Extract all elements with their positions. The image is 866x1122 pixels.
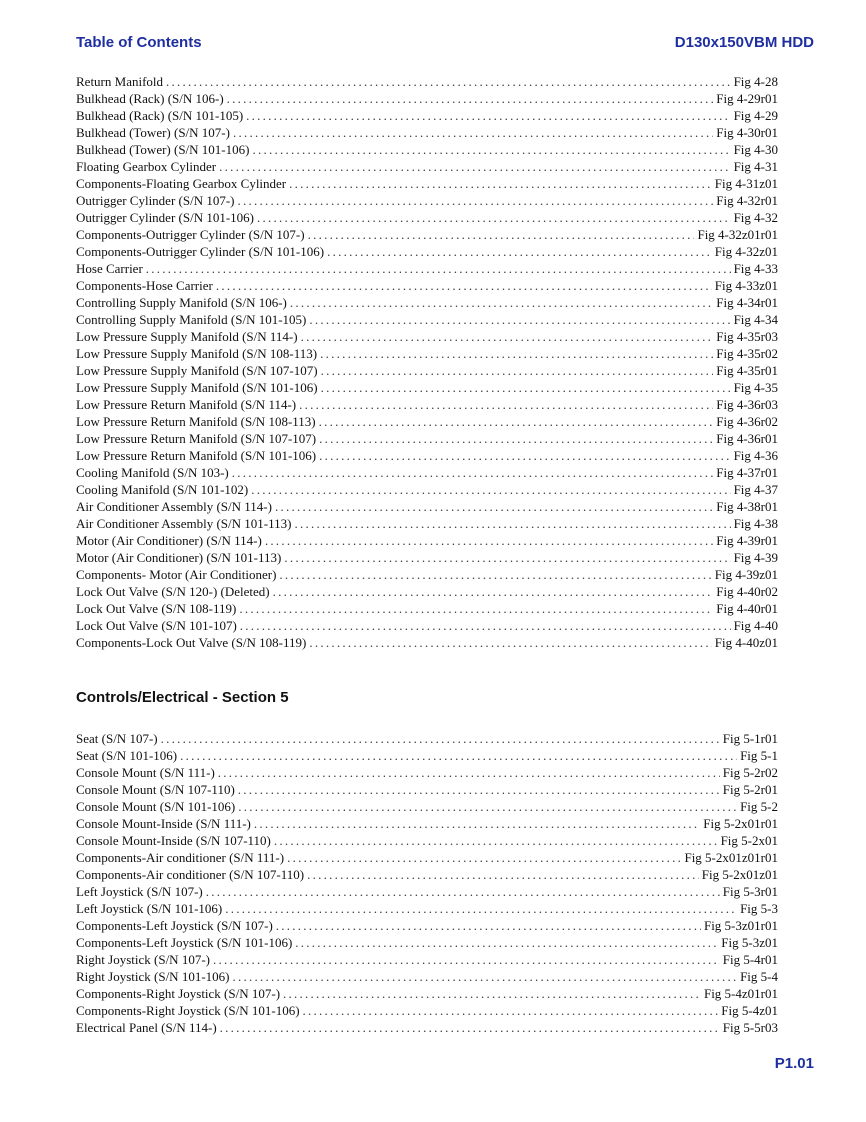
toc-entry-title: Low Pressure Supply Manifold (S/N 101-106) [76,380,318,395]
toc-entry-figure: Fig 4-40 [733,618,778,633]
toc-entry-figure: Fig 4-36r01 [716,431,778,446]
toc-entry-figure: Fig 4-34r01 [716,295,778,310]
leader-dots [273,583,714,600]
toc-entry-figure: Fig 4-32 [733,210,778,225]
toc-entry-title: Low Pressure Supply Manifold (S/N 114-) [76,329,298,344]
toc-entry-title: Bulkhead (Rack) (S/N 101-105) [76,108,244,123]
toc-entry[interactable] [76,515,778,532]
toc-entry-title: Low Pressure Supply Manifold (S/N 108-113) [76,346,318,361]
toc-entry-title: Left Joystick (S/N 107-) [76,884,203,899]
toc-entry-figure: Fig 5-2x01z01 [701,867,778,882]
leader-dots [257,209,731,226]
toc-entry[interactable] [76,730,778,747]
toc-entry[interactable] [76,1002,778,1019]
leader-dots [238,781,720,798]
toc-entry-title: Right Joystick (S/N 107-) [76,952,210,967]
toc-entry[interactable] [76,124,778,141]
leader-dots [161,730,720,747]
toc-entry-figure: Fig 4-32z01 [714,244,778,259]
toc-entry-figure: Fig 4-39z01 [714,567,778,582]
toc-entry[interactable] [76,175,778,192]
toc-entry-figure: Fig 4-40r02 [716,584,778,599]
toc-list-section5 [76,730,778,1036]
toc-entry[interactable] [76,951,778,968]
toc-entry[interactable] [76,294,778,311]
toc-entry[interactable] [76,379,778,396]
leader-dots [307,866,699,883]
leader-dots [301,328,714,345]
toc-entry-figure: Fig 5-2r02 [722,765,778,780]
toc-entry-figure: Fig 4-39r01 [716,533,778,548]
toc-entry[interactable] [76,277,778,294]
leader-dots [219,158,730,175]
toc-entry[interactable] [76,141,778,158]
toc-entry-title: Bulkhead (Tower) (S/N 101-106) [76,142,250,157]
toc-entry[interactable] [76,634,778,651]
toc-entry[interactable] [76,430,778,447]
toc-entry-figure: Fig 4-30r01 [716,125,778,140]
toc-entry[interactable] [76,968,778,985]
toc-entry-title: Components- Motor (Air Conditioner) [76,567,277,582]
leader-dots [225,900,737,917]
toc-entry[interactable] [76,764,778,781]
toc-entry-figure: Fig 4-29r01 [716,91,778,106]
leader-dots [240,617,731,634]
toc-entry-figure: Fig 4-32z01r01 [697,227,778,242]
toc-entry-title: Console Mount (S/N 101-106) [76,799,236,814]
toc-entry-title: Low Pressure Return Manifold (S/N 108-113) [76,414,316,429]
toc-entry-figure: Fig 4-33 [733,261,778,276]
toc-entry-title: Motor (Air Conditioner) (S/N 114-) [76,533,262,548]
leader-dots [146,260,731,277]
header-title: Table of Contents [76,34,202,51]
page-number: P1.01 [774,1055,814,1072]
leader-dots [283,985,701,1002]
toc-entry-figure: Fig 5-5r03 [722,1020,778,1035]
toc-entry[interactable] [76,447,778,464]
leader-dots [265,532,713,549]
leader-dots [274,832,718,849]
leader-dots [220,1019,720,1036]
toc-entry-figure: Fig 5-4r01 [722,952,778,967]
toc-entry-title: Return Manifold [76,74,164,89]
leader-dots [218,764,720,781]
toc-entry-figure: Fig 4-29 [733,108,778,123]
leader-dots [309,634,711,651]
toc-entry[interactable] [76,158,778,175]
leader-dots [233,124,713,141]
toc-entry[interactable] [76,498,778,515]
toc-entry-figure: Fig 4-40r01 [716,601,778,616]
toc-entry-title: Hose Carrier [76,261,143,276]
leader-dots [308,226,695,243]
leader-dots [319,430,713,447]
toc-entry-figure: Fig 4-35r01 [716,363,778,378]
toc-entry-title: Components-Outrigger Cylinder (S/N 101-106) [76,244,325,259]
toc-entry-title: Bulkhead (Tower) (S/N 107-) [76,125,230,140]
toc-entry-title: Outrigger Cylinder (S/N 107-) [76,193,235,208]
leader-dots [206,883,720,900]
toc-entry-title: Components-Lock Out Valve (S/N 108-119) [76,635,307,650]
toc-entry[interactable] [76,328,778,345]
leader-dots [320,345,713,362]
toc-entry-figure: Fig 5-2x01r01 [703,816,778,831]
toc-entry-figure: Fig 4-30 [733,142,778,157]
toc-entry[interactable] [76,849,778,866]
toc-entry[interactable] [76,600,778,617]
toc-entry[interactable] [76,866,778,883]
toc-entry-figure: Fig 4-38r01 [716,499,778,514]
toc-entry-figure: Fig 4-32r01 [716,193,778,208]
leader-dots [290,294,713,311]
toc-entry[interactable] [76,192,778,209]
toc-entry-figure: Fig 4-33z01 [714,278,778,293]
toc-entry-figure: Fig 4-31z01 [714,176,778,191]
toc-entry-figure: Fig 4-36 [733,448,778,463]
toc-entry-title: Seat (S/N 101-106) [76,748,178,763]
toc-entry[interactable] [76,362,778,379]
leader-dots [252,141,730,158]
toc-entry-figure: Fig 5-3z01 [721,935,778,950]
toc-entry[interactable] [76,209,778,226]
leader-dots [238,798,737,815]
toc-entry-figure: Fig 5-3 [740,901,778,916]
leader-dots [289,175,712,192]
toc-entry[interactable] [76,90,778,107]
toc-entry-figure: Fig 5-4z01r01 [703,986,778,1001]
toc-entry-figure: Fig 4-35r03 [716,329,778,344]
toc-entry[interactable] [76,549,778,566]
leader-dots [327,243,712,260]
toc-entry-figure: Fig 4-38 [733,516,778,531]
leader-dots [294,515,730,532]
toc-entry-title: Left Joystick (S/N 101-106) [76,901,223,916]
toc-entry-figure: Fig 4-37 [733,482,778,497]
toc-entry-figure: Fig 4-36r02 [716,414,778,429]
toc-entry-title: Air Conditioner Assembly (S/N 114-) [76,499,272,514]
leader-dots [287,849,681,866]
toc-entry-title: Cooling Manifold (S/N 103-) [76,465,229,480]
toc-entry[interactable] [76,917,778,934]
toc-entry-title: Components-Hose Carrier [76,278,213,293]
leader-dots [321,362,714,379]
leader-dots [232,464,714,481]
toc-entry[interactable] [76,832,778,849]
leader-dots [309,311,730,328]
toc-entry[interactable] [76,73,778,90]
toc-entry-title: Air Conditioner Assembly (S/N 101-113) [76,516,292,531]
toc-entry-title: Controlling Supply Manifold (S/N 106-) [76,295,287,310]
toc-entry-title: Low Pressure Return Manifold (S/N 114-) [76,397,297,412]
toc-entry-figure: Fig 4-34 [733,312,778,327]
toc-entry[interactable] [76,883,778,900]
toc-entry[interactable] [76,226,778,243]
toc-entry[interactable] [76,345,778,362]
section-heading: Controls/Electrical - Section 5 [76,689,289,706]
leader-dots [216,277,712,294]
toc-entry[interactable] [76,311,778,328]
toc-entry-figure: Fig 5-2x01 [720,833,778,848]
toc-entry-title: Components-Right Joystick (S/N 107-) [76,986,281,1001]
leader-dots [275,498,713,515]
leader-dots [232,968,737,985]
toc-entry[interactable] [76,243,778,260]
toc-entry[interactable] [76,985,778,1002]
toc-entry-figure: Fig 5-2x01z01r01 [684,850,778,865]
leader-dots [299,396,713,413]
toc-entry-title: Controlling Supply Manifold (S/N 101-105) [76,312,307,327]
leader-dots [227,90,714,107]
toc-entry-title: Components-Left Joystick (S/N 107-) [76,918,273,933]
toc-entry-title: Cooling Manifold (S/N 101-102) [76,482,249,497]
toc-entry-title: Console Mount (S/N 111-) [76,765,215,780]
toc-entry-figure: Fig 5-2r01 [722,782,778,797]
leader-dots [276,917,701,934]
header-model: D130x150VBM HDD [674,34,814,51]
toc-entry[interactable] [76,900,778,917]
toc-entry-figure: Fig 4-40z01 [714,635,778,650]
toc-entry-figure: Fig 5-3z01r01 [703,918,778,933]
toc-entry-title: Console Mount-Inside (S/N 107-110) [76,833,271,848]
toc-entry[interactable] [76,396,778,413]
toc-entry[interactable] [76,781,778,798]
toc-entry[interactable] [76,1019,778,1036]
leader-dots [238,192,714,209]
toc-entry-title: Components-Floating Gearbox Cylinder [76,176,287,191]
toc-entry-figure: Fig 5-1r01 [722,731,778,746]
toc-entry-title: Motor (Air Conditioner) (S/N 101-113) [76,550,282,565]
toc-entry-figure: Fig 4-28 [733,74,778,89]
toc-entry-title: Electrical Panel (S/N 114-) [76,1020,217,1035]
leader-dots [239,600,713,617]
toc-entry-title: Components-Right Joystick (S/N 101-106) [76,1003,300,1018]
leader-dots [213,951,720,968]
toc-entry-title: Lock Out Valve (S/N 120-) (Deleted) [76,584,270,599]
toc-entry-title: Low Pressure Supply Manifold (S/N 107-107) [76,363,318,378]
toc-entry-title: Components-Outrigger Cylinder (S/N 107-) [76,227,305,242]
toc-entry[interactable] [76,260,778,277]
leader-dots [279,566,711,583]
toc-entry-title: Components-Air conditioner (S/N 111-) [76,850,285,865]
toc-entry[interactable] [76,566,778,583]
leader-dots [319,447,730,464]
leader-dots [303,1002,719,1019]
toc-entry-title: Bulkhead (Rack) (S/N 106-) [76,91,224,106]
toc-entry-figure: Fig 4-37r01 [716,465,778,480]
toc-entry[interactable] [76,481,778,498]
toc-entry-figure: Fig 4-31 [733,159,778,174]
leader-dots [319,413,714,430]
toc-list-section4 [76,73,778,651]
toc-entry[interactable] [76,583,778,600]
toc-entry-figure: Fig 4-36r03 [716,397,778,412]
leader-dots [284,549,730,566]
toc-entry[interactable] [76,464,778,481]
toc-entry-title: Right Joystick (S/N 101-106) [76,969,230,984]
toc-entry-figure: Fig 4-35 [733,380,778,395]
toc-entry-title: Seat (S/N 107-) [76,731,158,746]
toc-entry-figure: Fig 5-1 [740,748,778,763]
toc-entry-title: Components-Air conditioner (S/N 107-110) [76,867,305,882]
toc-entry-title: Floating Gearbox Cylinder [76,159,217,174]
leader-dots [246,107,730,124]
leader-dots [321,379,731,396]
toc-entry-title: Low Pressure Return Manifold (S/N 101-106) [76,448,317,463]
toc-entry-title: Low Pressure Return Manifold (S/N 107-107) [76,431,317,446]
toc-entry[interactable] [76,747,778,764]
toc-entry[interactable] [76,815,778,832]
toc-entry[interactable] [76,798,778,815]
toc-entry-figure: Fig 4-35r02 [716,346,778,361]
leader-dots [295,934,718,951]
toc-entry-title: Lock Out Valve (S/N 101-107) [76,618,237,633]
leader-dots [254,815,700,832]
leader-dots [180,747,737,764]
toc-entry[interactable] [76,617,778,634]
toc-entry-figure: Fig 5-4z01 [721,1003,778,1018]
toc-entry[interactable] [76,107,778,124]
toc-entry-title: Console Mount (S/N 107-110) [76,782,235,797]
toc-entry-title: Lock Out Valve (S/N 108-119) [76,601,237,616]
toc-entry-figure: Fig 5-4 [740,969,778,984]
toc-entry-title: Components-Left Joystick (S/N 101-106) [76,935,293,950]
toc-entry-figure: Fig 5-2 [740,799,778,814]
leader-dots [251,481,730,498]
toc-entry-figure: Fig 4-39 [733,550,778,565]
toc-entry[interactable] [76,934,778,951]
toc-entry-figure: Fig 5-3r01 [722,884,778,899]
leader-dots [166,73,731,90]
toc-entry[interactable] [76,413,778,430]
toc-entry[interactable] [76,532,778,549]
toc-entry-title: Console Mount-Inside (S/N 111-) [76,816,251,831]
toc-entry-title: Outrigger Cylinder (S/N 101-106) [76,210,255,225]
